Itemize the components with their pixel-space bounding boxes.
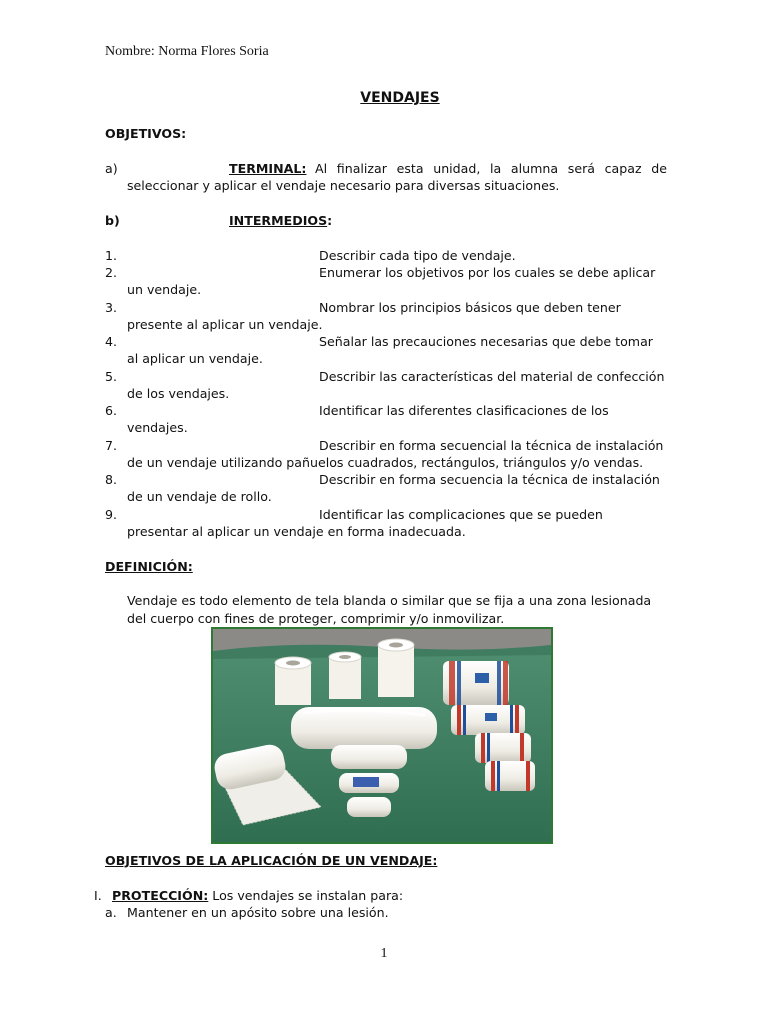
list-item-cont: de un vendaje de rollo. <box>127 489 272 504</box>
sub-marker: a. <box>105 905 117 920</box>
item-a-marker: a) <box>105 161 118 176</box>
list-item-text: Identificar las complicaciones que se pueden <box>319 507 603 522</box>
objetivos-heading: OBJETIVOS: <box>105 126 187 141</box>
gauze-roll <box>331 745 407 769</box>
elastic-bandage <box>475 733 531 763</box>
author-name: Nombre: Norma Flores Soria <box>105 44 269 59</box>
elastic-bandage <box>451 705 525 735</box>
aplicacion-heading: OBJETIVOS DE LA APLICACIÓN DE UN VENDAJE: <box>105 853 438 868</box>
intermedios-word: INTERMEDIOS <box>229 213 328 228</box>
list-item-text: Describir en forma secuencia la técnica de instalación <box>319 472 660 487</box>
list-item-cont: presente al aplicar un vendaje. <box>127 317 323 332</box>
tape-roll <box>329 652 361 699</box>
elastic-bandage <box>443 661 509 705</box>
list-number: 6. <box>105 403 118 418</box>
crepe-bandage <box>339 773 399 793</box>
definicion-text: Vendaje es todo elemento de tela blanda o similar que se fija a una zona lesionada <box>127 593 652 608</box>
definicion-text-cont: del cuerpo con fines de proteger, comprimir y/o inmovilizar. <box>127 611 505 626</box>
elastic-bandage <box>485 761 535 791</box>
list-number: 7. <box>105 438 118 453</box>
list-item-cont: de los vendajes. <box>127 386 230 401</box>
bandages-illustration <box>213 629 551 842</box>
section-marker: I. <box>94 888 102 903</box>
list-item-text: Describir las características del material de confección <box>319 369 665 384</box>
list-item-text: Señalar las precauciones necesarias que debe tomar <box>319 334 653 349</box>
terminal-text: Al finalizar esta unidad, la alumna será capaz de <box>315 161 667 176</box>
terminal-label: TERMINAL: <box>229 161 307 176</box>
list-number: 5. <box>105 369 118 384</box>
tape-roll <box>378 639 414 697</box>
definicion-heading: DEFINICIÓN: <box>105 559 193 574</box>
page-title: VENDAJES <box>360 90 440 106</box>
proteccion-line <box>112 888 403 903</box>
sub-item-text: Mantener en un apósito sobre una lesión. <box>127 905 389 920</box>
list-item-text: Identificar las diferentes clasificaciones de los <box>319 403 609 418</box>
page-number: 1 <box>380 946 388 961</box>
list-number: 4. <box>105 334 118 349</box>
tape-roll <box>275 657 311 705</box>
list-item-text: Describir cada tipo de vendaje. <box>319 248 516 263</box>
wrapped-bandage <box>291 707 437 749</box>
list-number: 8. <box>105 472 118 487</box>
list-item-text: Enumerar los objetivos por los cuales se debe aplicar <box>319 265 656 280</box>
intermedios-colon: : <box>327 213 333 228</box>
terminal-text-cont: seleccionar y aplicar el vendaje necesario para diversas situaciones. <box>127 178 560 193</box>
list-number: 9. <box>105 507 118 522</box>
list-item-cont: vendajes. <box>127 420 188 435</box>
list-number: 1. <box>105 248 118 263</box>
bandages-photo <box>211 627 553 844</box>
list-number: 2. <box>105 265 118 280</box>
proteccion-text: Los vendajes se instalan para: <box>208 888 404 903</box>
intermedios-label <box>229 213 332 228</box>
list-number: 3. <box>105 300 118 315</box>
item-b-marker: b) <box>105 213 120 228</box>
list-item-cont: al aplicar un vendaje. <box>127 351 263 366</box>
list-item-text: Describir en forma secuencial la técnica de instalación <box>319 438 664 453</box>
proteccion-label: PROTECCIÓN: <box>112 888 209 903</box>
list-item-text: Nombrar los principios básicos que deben tener <box>319 300 621 315</box>
list-item-cont: presentar al aplicar un vendaje en forma inadecuada. <box>127 524 466 539</box>
list-item-cont: un vendaje. <box>127 282 202 297</box>
gauze-roll <box>347 797 391 817</box>
list-item-cont: de un vendaje utilizando pañuelos cuadrados, rectángulos, triángulos y/o vendas. <box>127 455 644 470</box>
